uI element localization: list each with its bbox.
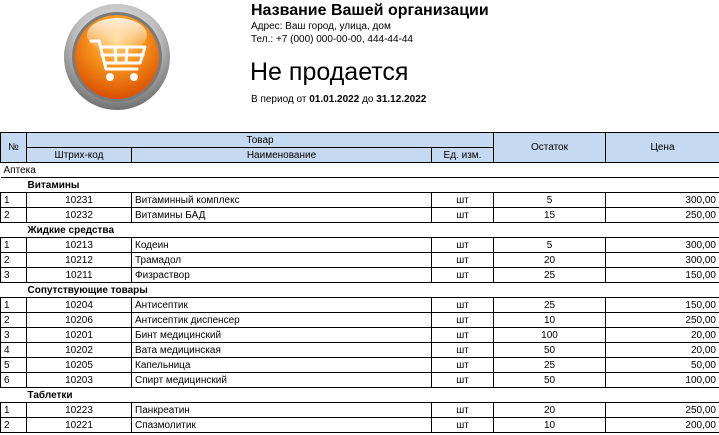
row-number: 2 [1,253,27,268]
row-unit: шт [432,313,494,328]
row-price: 250,00 [606,208,719,223]
row-number: 1 [1,238,27,253]
row-stock: 20 [494,403,606,418]
row-barcode: 10212 [27,253,132,268]
row-name: Спирт медицинский [132,373,432,388]
col-header-stock: Остаток [494,133,606,163]
col-header-name: Наименование [132,148,432,163]
row-number: 2 [1,313,27,328]
col-header-unit: Ед. изм. [432,148,494,163]
row-stock: 5 [494,238,606,253]
row-stock: 10 [494,418,606,433]
row-stock: 10 [494,313,606,328]
group-row: Сопутствующие товары [1,283,719,298]
row-barcode: 10201 [27,328,132,343]
organization-address: Адрес: Ваш город, улица, дом [251,21,391,32]
row-name: Вата медицинская [132,343,432,358]
row-name: Спазмолитик [132,418,432,433]
row-number: 1 [1,298,27,313]
organization-name: Название Вашей организации [251,2,489,19]
row-number: 2 [1,418,27,433]
report-title: Не продается [250,58,409,86]
row-name: Витамины БАД [132,208,432,223]
table-row [1,208,719,223]
col-header-price: Цена [606,133,719,163]
row-unit: шт [432,418,494,433]
logo [63,3,171,111]
row-price: 300,00 [606,253,719,268]
row-unit: шт [432,358,494,373]
report-period [251,94,426,105]
row-name: Кодеин [132,238,432,253]
row-barcode: 10213 [27,238,132,253]
row-stock: 20 [494,253,606,268]
row-barcode: 10204 [27,298,132,313]
row-number: 2 [1,208,27,223]
table-row [1,193,719,208]
row-stock: 15 [494,208,606,223]
col-header-barcode: Штрих-код [27,148,132,163]
table-body [1,163,719,433]
row-price: 250,00 [606,313,719,328]
row-price: 150,00 [606,298,719,313]
row-stock: 25 [494,298,606,313]
row-unit: шт [432,253,494,268]
shopping-cart-icon [63,3,171,111]
row-stock: 50 [494,343,606,358]
row-barcode: 10202 [27,343,132,358]
row-price: 250,00 [606,403,719,418]
row-price: 300,00 [606,238,719,253]
row-price: 200,00 [606,418,719,433]
group-row: Жидкие средства [1,223,719,238]
row-unit: шт [432,328,494,343]
row-name: Витаминный комплекс [132,193,432,208]
period-prefix: В период от [251,94,307,105]
row-stock: 100 [494,328,606,343]
row-price: 50,00 [606,358,719,373]
report-table [0,132,719,433]
row-number: 1 [1,193,27,208]
table-row [1,418,719,433]
row-barcode: 10223 [27,403,132,418]
row-price: 100,00 [606,373,719,388]
table-row [1,343,719,358]
row-price: 20,00 [606,328,719,343]
row-stock: 5 [494,193,606,208]
row-unit: шт [432,373,494,388]
row-stock: 25 [494,268,606,283]
period-mid: до [362,94,374,105]
organization-phone: Тел.: +7 (000) 000-00-00, 444-44-44 [251,34,413,45]
row-price: 20,00 [606,343,719,358]
row-barcode: 10221 [27,418,132,433]
group-row: Таблетки [1,388,719,403]
table-row [1,238,719,253]
row-price: 150,00 [606,268,719,283]
row-name: Панкреатин [132,403,432,418]
table-row [1,373,719,388]
row-unit: шт [432,403,494,418]
row-barcode: 10232 [27,208,132,223]
table-row [1,358,719,373]
row-stock: 50 [494,373,606,388]
row-name: Антисептик диспенсер [132,313,432,328]
row-number: 4 [1,343,27,358]
category-row: Аптека [1,163,719,178]
table-row [1,313,719,328]
row-unit: шт [432,343,494,358]
row-barcode: 10211 [27,268,132,283]
table-row [1,268,719,283]
row-barcode: 10203 [27,373,132,388]
col-header-product: Товар [27,133,494,148]
table-row [1,253,719,268]
row-barcode: 10231 [27,193,132,208]
group-row: Витамины [1,178,719,193]
row-unit: шт [432,208,494,223]
table-row [1,298,719,313]
period-to: 31.12.2022 [376,94,427,105]
row-unit: шт [432,268,494,283]
row-unit: шт [432,193,494,208]
row-unit: шт [432,238,494,253]
row-price: 300,00 [606,193,719,208]
row-barcode: 10206 [27,313,132,328]
period-from: 01.01.2022 [309,94,360,105]
row-number: 5 [1,358,27,373]
row-number: 6 [1,373,27,388]
row-unit: шт [432,298,494,313]
row-barcode: 10205 [27,358,132,373]
row-name: Бинт медицинский [132,328,432,343]
table-row [1,328,719,343]
row-number: 1 [1,403,27,418]
table-row [1,403,719,418]
row-name: Физраствор [132,268,432,283]
row-name: Трамадол [132,253,432,268]
row-name: Капельница [132,358,432,373]
col-header-number: № [1,133,27,163]
row-number: 3 [1,328,27,343]
row-number: 3 [1,268,27,283]
row-name: Антисептик [132,298,432,313]
row-stock: 25 [494,358,606,373]
